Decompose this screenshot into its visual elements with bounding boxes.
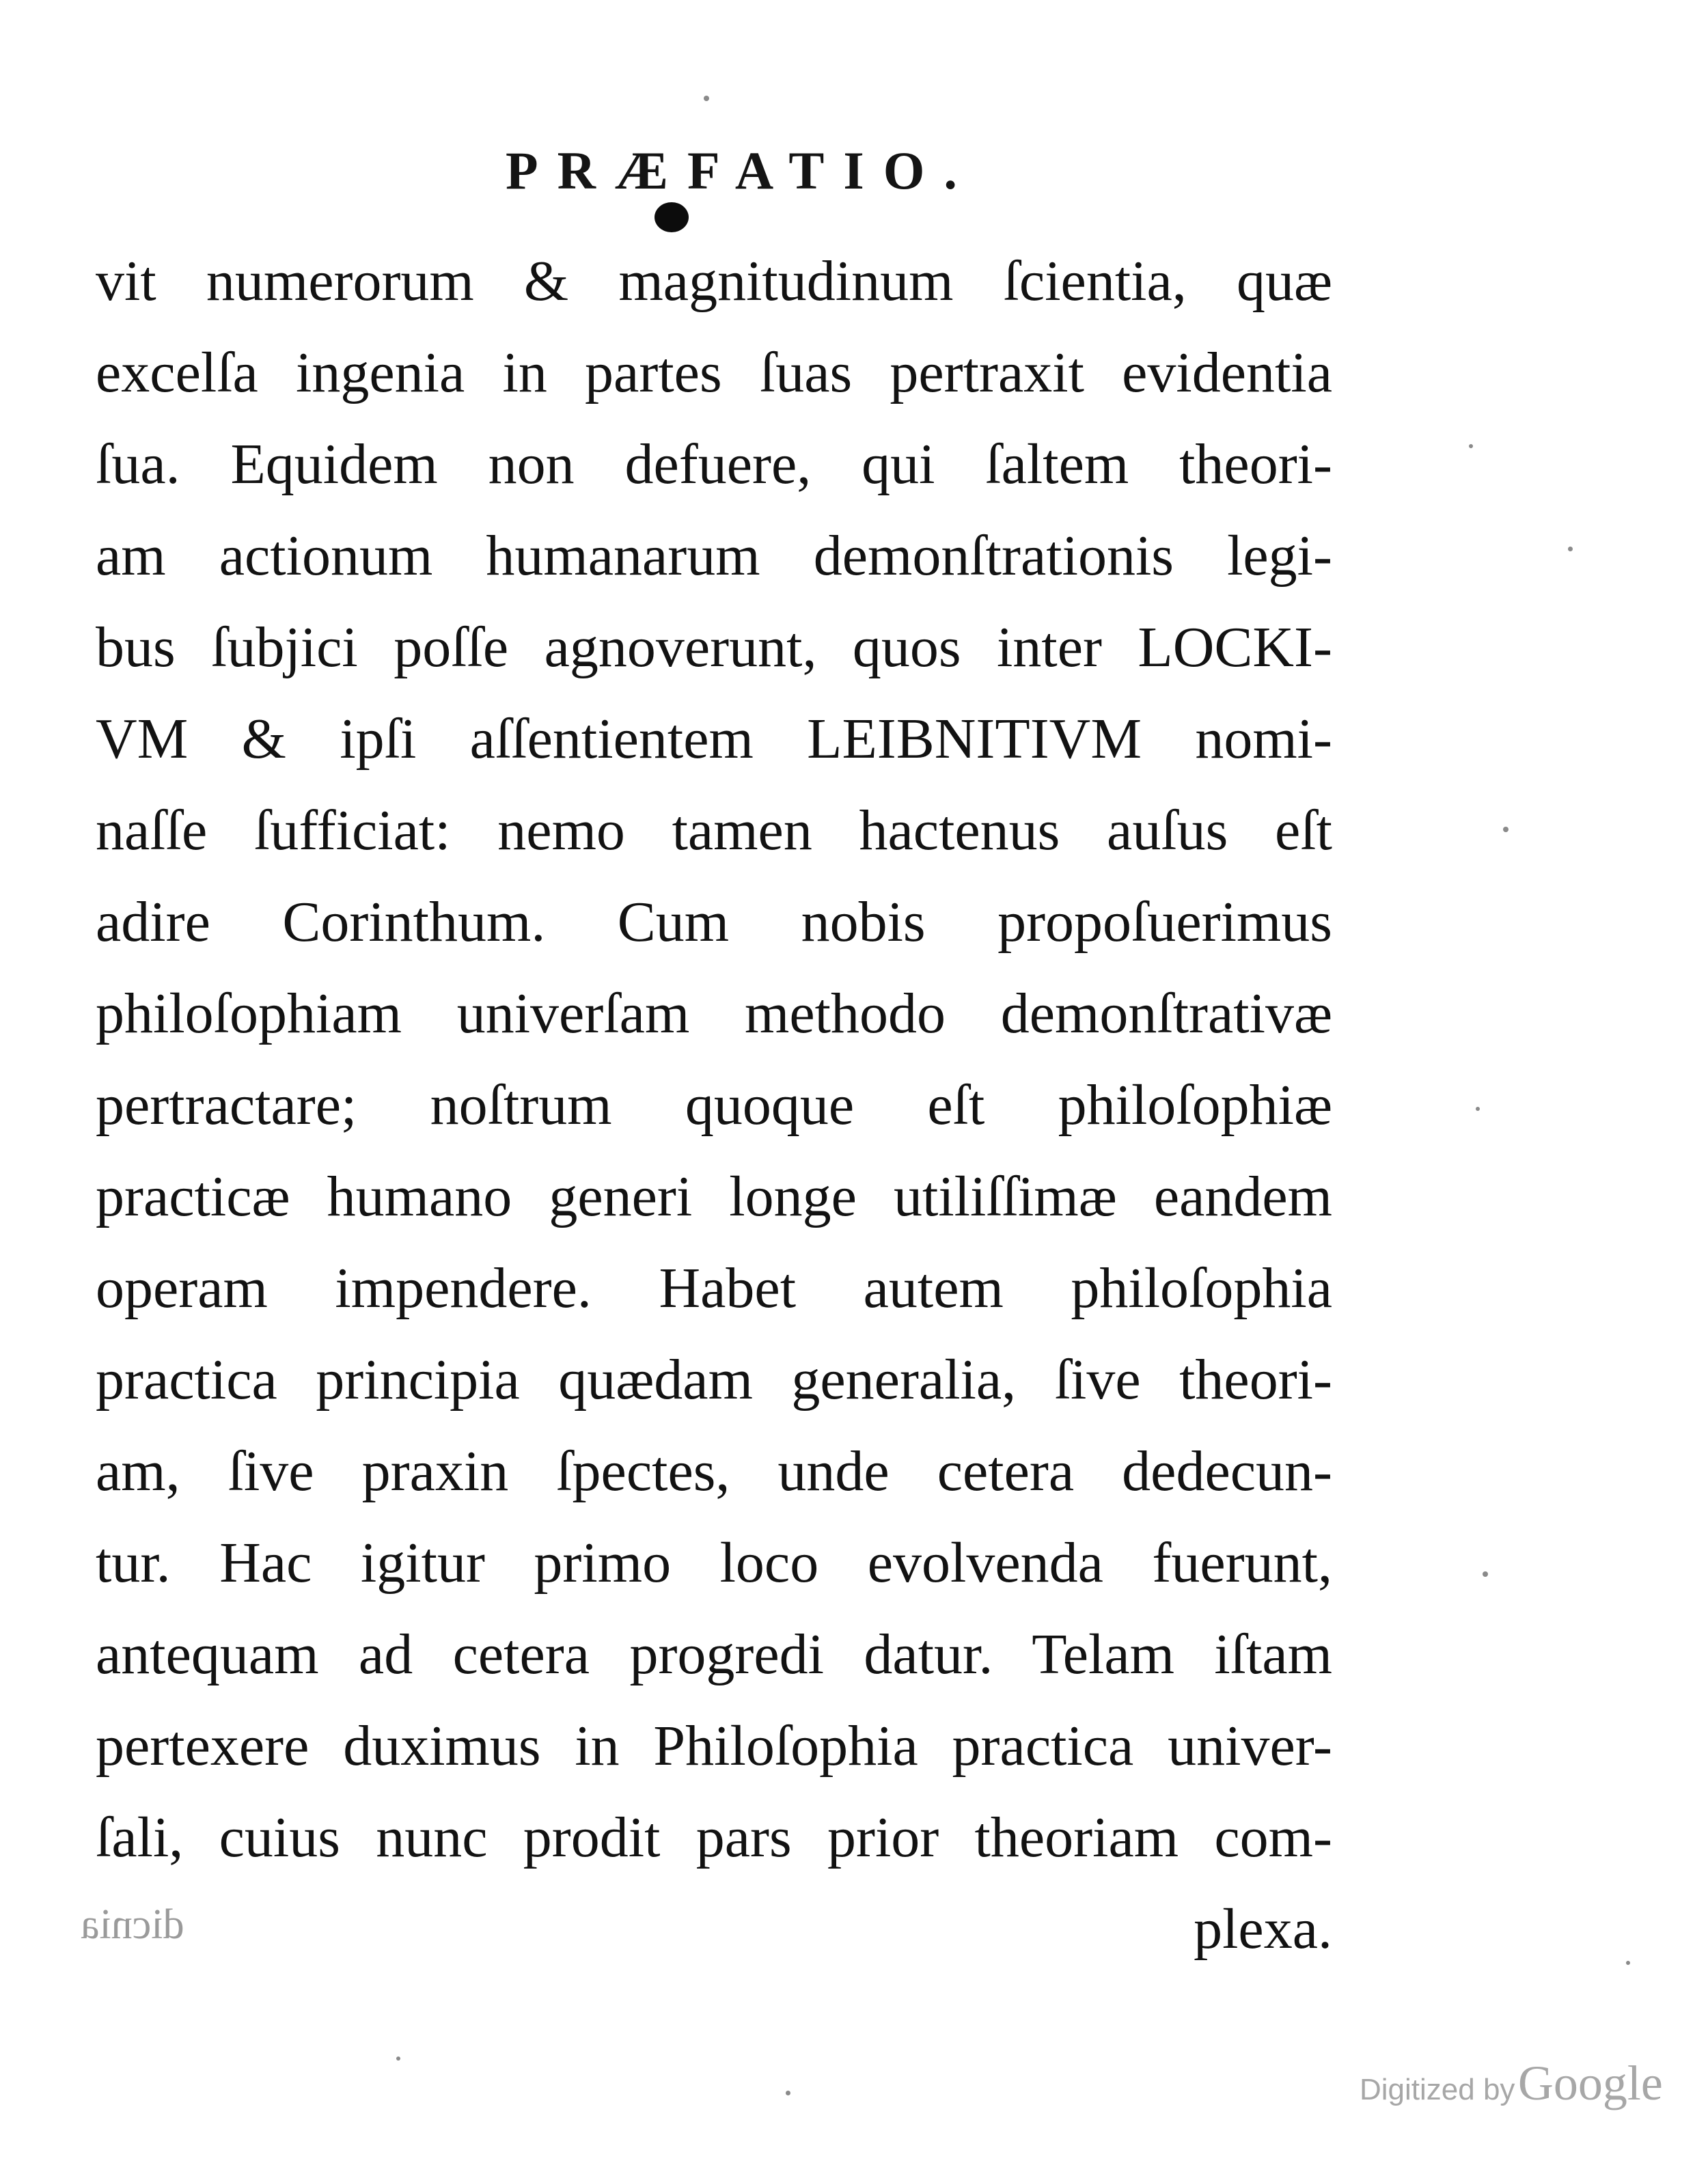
scan-speck (396, 2056, 400, 2061)
text-line-8: adire Corinthum. Cum nobis propoſuerimus (96, 890, 1332, 954)
watermark-prefix: Digitized by (1360, 2073, 1515, 2106)
text-line-2: excelſa ingenia in partes ſuas pertraxit evidentia (96, 341, 1332, 404)
text-line-16: antequam ad cetera progredi datur. Telam iſtam (96, 1623, 1332, 1686)
running-head: PRÆFATIO. (506, 141, 976, 200)
text-line-13: practica principia quædam generalia, ſive theori- (96, 1348, 1332, 1412)
scan-speck (1483, 1571, 1488, 1577)
scan-speck (1469, 444, 1473, 448)
body-text (96, 236, 1332, 1975)
scan-speck (704, 96, 709, 101)
text-line-3: ſua. Equidem non defuere, qui ſaltem theori- (96, 432, 1332, 496)
text-line-12: operam impendere. Habet autem philoſophia (96, 1256, 1332, 1320)
text-line-1: vit numerorum & magnitudinum ſcientia, quæ (96, 249, 1332, 313)
scan-speck (786, 2091, 790, 2095)
text-line-11: practicæ humano generi longe utiliſſimæ eandem (96, 1165, 1332, 1228)
text-line-17: pertexere duximus in Philoſophia practica univer- (96, 1714, 1332, 1778)
text-line-10: pertractare; noſtrum quoque eſt philoſophiæ (96, 1073, 1332, 1137)
scan-speck (1476, 1107, 1480, 1111)
watermark-brand: Google (1517, 2056, 1663, 2110)
text-line-5: bus ſubjici poſſe agnoverunt, quos inter LOCKI- (96, 616, 1332, 679)
bleed-through-text: dicnia (81, 1901, 184, 1948)
text-line-7: naſſe ſufficiat: nemo tamen hactenus auſus eſt (96, 799, 1332, 862)
text-line-18: ſali, cuius nunc prodit pars prior theoriam com- (96, 1806, 1332, 1869)
text-line-15: tur. Hac igitur primo loco evolvenda fuerunt, (96, 1531, 1332, 1595)
text-line-6: VM & ipſi aſſentientem LEIBNITIVM nomi- (96, 707, 1332, 771)
scan-speck (1568, 547, 1573, 551)
scan-speck (1503, 827, 1509, 832)
text-line-9: philoſophiam univerſam methodo demonſtrativæ (96, 982, 1332, 1045)
digitized-watermark (1360, 2055, 1663, 2112)
text-line-14: am, ſive praxin ſpectes, unde cetera dedecun- (96, 1440, 1332, 1503)
catchword: plexa. (1194, 1897, 1332, 1961)
scan-speck (1626, 1961, 1630, 1965)
text-line-4: am actionum humanarum demonſtrationis legi- (96, 524, 1332, 588)
ink-blot (655, 202, 689, 232)
